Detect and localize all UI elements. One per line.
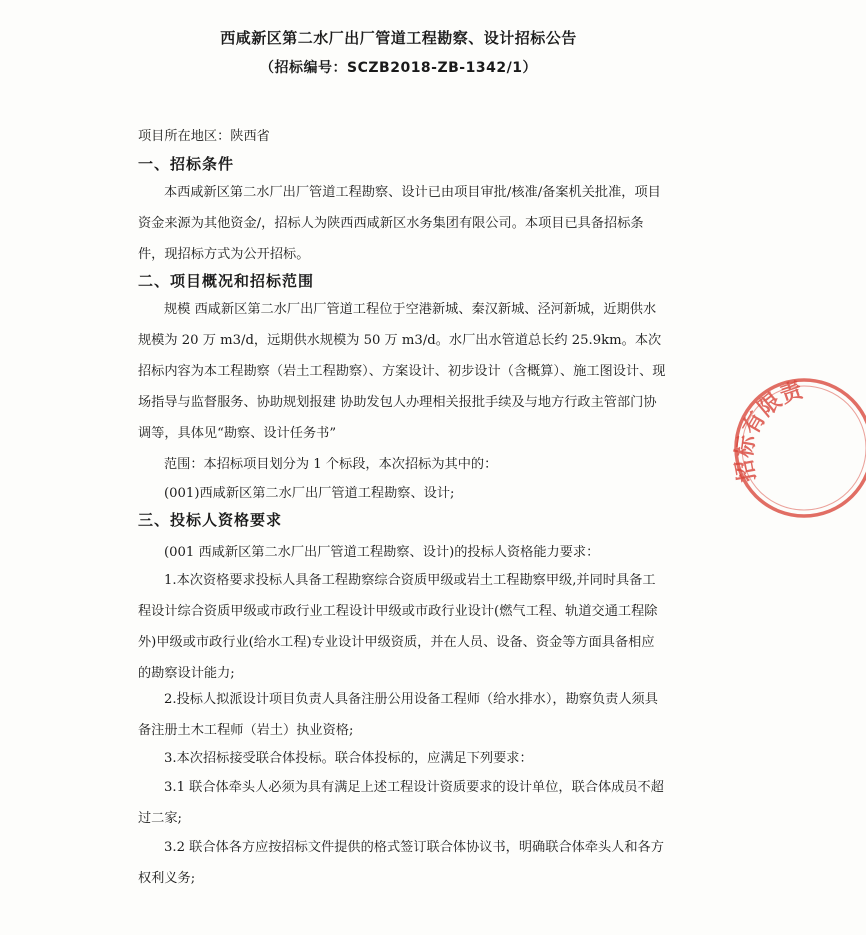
section-3-requirement-3-2: 3.2 联合体各方应按招标文件提供的格式签订联合体协议书，明确联合体牵头人和各方权利义务; [138, 840, 664, 886]
section-3-requirement-3: 3.本次招标接受联合体投标。联合体投标的，应满足下列要求： [164, 751, 533, 766]
section-2-scale-paragraph: 规模 西咸新区第二水厂出厂管道工程位于空港新城、秦汉新城、泾河新城，近期供水规模为 20 万 m3/d，远期供水规模为 50 万 m3/d。水厂出水管道总长约 25.9km。本次招标内容为本工程勘察（岩土工程勘察）、方案设计、初步设计（含概算）、施工图设计、现场指导与监督服务、协助规划报建 协助发包人办理相关报批手续及与地方行政主管部门协调等，具体见“勘察、设计任务书” [138, 302, 666, 441]
seal-outer-ring [736, 380, 866, 516]
section-heading-1: 一、招标条件 [138, 155, 235, 173]
section-heading-2: 二、项目概况和招标范围 [138, 272, 315, 290]
section-1-paragraph: 本西咸新区第二水厂出厂管道工程勘察、设计已由项目审批/核准/备案机关批准，项目资金来源为其他资金/，招标人为陕西西咸新区水务集团有限公司。本项目已具备招标条件，现招标方式为公开招标。 [138, 185, 661, 262]
official-seal-stamp [726, 370, 866, 520]
section-3-intro-paragraph: (001 西咸新区第二水厂出厂管道工程勘察、设计)的投标人资格能力要求： [164, 545, 600, 560]
document-title: 西咸新区第二水厂出厂管道工程勘察、设计招标公告 [220, 29, 577, 47]
section-3-requirement-3-1: 3.1 联合体牵头人必须为具有满足上述工程设计资质要求的设计单位，联合体成员不超过二家; [138, 780, 664, 826]
project-region: 项目所在地区：陕西省 [138, 129, 270, 144]
section-heading-3: 三、投标人资格要求 [138, 511, 283, 529]
section-3-requirement-2: 2.投标人拟派设计项目负责人具备注册公用设备工程师（给水排水），勘察负责人须具备注册土木工程师（岩土）执业资格; [138, 692, 658, 738]
seal-text: 招标有限责 [732, 377, 806, 484]
seal-inner-ring [742, 386, 866, 510]
section-2-lot-paragraph: (001)西咸新区第二水厂出厂管道工程勘察、设计; [164, 486, 455, 501]
section-3-requirement-1: 1.本次资格要求投标人具备工程勘察综合资质甲级或岩土工程勘察甲级,并同时具备工程设计综合资质甲级或市政行业工程设计甲级或市政行业设计(燃气工程、轨道交通工程除外)甲级或市政行业(给水工程)专业设计甲级资质，并在人员、设备、资金等方面具备相应的勘察设计能力; [138, 573, 658, 681]
section-2-scope-paragraph: 范围：本招标项目划分为 1 个标段，本次招标为其中的： [164, 457, 498, 472]
tender-code: （招标编号：SCZB2018-ZB-1342/1） [260, 60, 537, 76]
